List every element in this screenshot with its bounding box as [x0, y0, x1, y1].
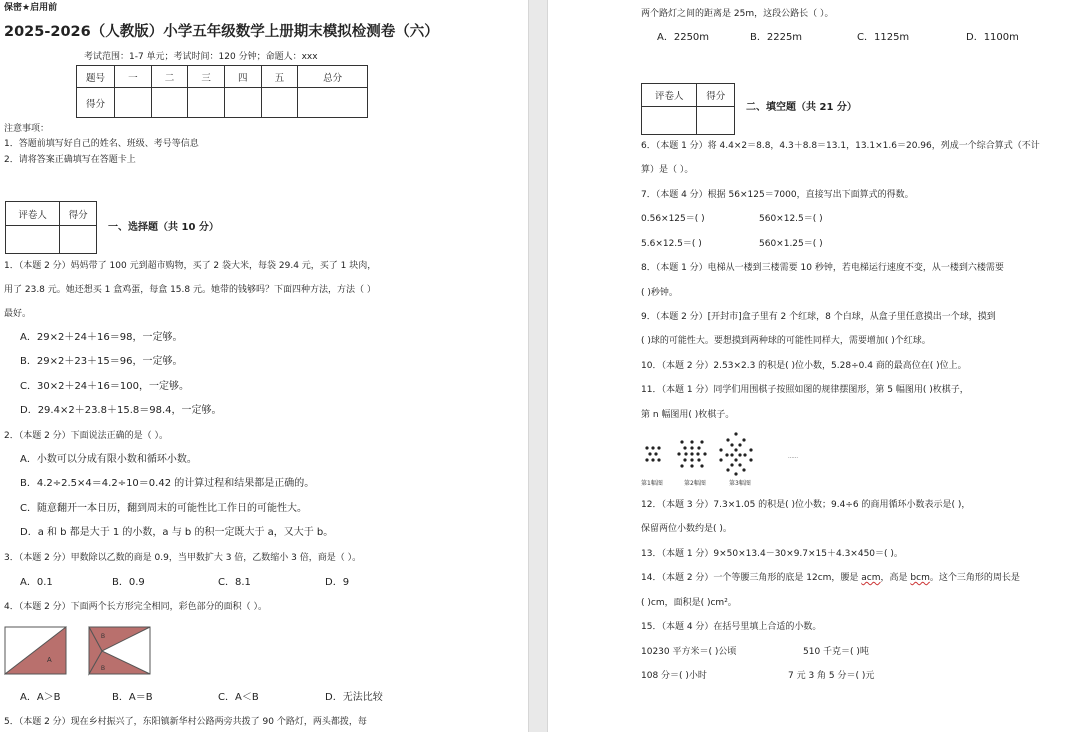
question-text: 4．（本题 2 分）下面两个长方形完全相同，彩色部分的面积（ ）。: [4, 602, 268, 612]
option-text: B．2225m: [750, 32, 803, 43]
exam-info: 考试范围：1-7 单元；考试时间：120 分钟；命题人：xxx: [84, 52, 318, 62]
option-text: D．29.4×2＋23.8＋15.8＝98.4，一定够。: [20, 405, 222, 416]
score-table-header: 一: [115, 66, 152, 88]
option-text: D．a 和 b 都是大于 1 的小数，a 与 b 的积一定既大于 a，又大于 b。: [20, 527, 334, 538]
score-cell: [151, 88, 188, 118]
option-text: B．4.2÷2.5×4＝4.2÷10＝0.42 的计算过程和结果都是正确的。: [20, 478, 315, 489]
figure-caption: 第1幅图: [641, 480, 663, 487]
fill-item: 560×1.25＝( ): [759, 239, 823, 249]
question-text: 第 n 幅图用( )枚棋子。: [641, 410, 735, 420]
question-text: 保留两位小数约是( )。: [641, 524, 732, 534]
score-table-header: 四: [224, 66, 261, 88]
score-cell: [188, 88, 225, 118]
page-gutter: [528, 0, 548, 732]
question-text: 1．（本题 2 分）妈妈带了 100 元到超市购物，买了 2 袋大米，每袋 29.4 元，买了 1 块肉，: [4, 261, 377, 271]
fill-item: 7 元 3 角 5 分＝( )元: [788, 671, 875, 681]
grader-score-label: 得分: [60, 202, 97, 226]
question-text: 2．（本题 2 分）下面说法正确的是（ ）。: [4, 431, 169, 441]
score-table-row-label: 得分: [77, 88, 115, 118]
option-text: A．29×2＋24＋16＝98，一定够。: [20, 332, 183, 343]
option-text: D．1100m: [966, 32, 1019, 43]
option-text: D．9: [325, 577, 350, 588]
q14-var-b: bcm: [910, 573, 930, 583]
note-item: 2．请将答案正确填写在答题卡上: [4, 155, 136, 165]
q14-mid: ，高是: [880, 573, 911, 583]
grader-label: 评卷人: [6, 202, 60, 226]
q14-prefix: 14．（本题 2 分）一个等腰三角形的底是 12cm，腰是: [641, 573, 862, 583]
question-text: 11．（本题 1 分）同学们用围棋子按照如图的规律摆图形，第 5 幅图用( )枚棋子，: [641, 385, 969, 395]
question-text: 7．（本题 4 分）根据 56×125＝7000，直接写出下面算式的得数。: [641, 190, 914, 200]
question-text: 12．（本题 3 分）7.3×1.05 的积是( )位小数；9.4÷6 的商用循环小数表示是( )，: [641, 500, 971, 510]
question-text: 6．（本题 1 分）将 4.4×2＝8.8，4.3＋8.8＝13.1，13.1×1.6＝20.96，列成一个综合算式（不计: [641, 141, 1040, 151]
option-text: C．A＜B: [218, 692, 259, 703]
grader-box: [641, 83, 735, 135]
confidential-label: 保密★启用前: [4, 3, 58, 13]
q14-var-a: acm: [861, 573, 881, 583]
question-text: 算）是（ ）。: [641, 165, 694, 175]
figure-caption: 第2幅图: [684, 480, 706, 487]
score-table-header: 二: [151, 66, 188, 88]
fill-item: 10230 平方米＝( )公顷: [641, 647, 737, 657]
score-cell: [298, 88, 368, 118]
question-text: 9．（本题 2 分）[开封市]盒子里有 2 个红球，8 个白球，从盒子里任意摸出一个球，摸到: [641, 312, 996, 322]
pattern-ellipsis: ......: [788, 454, 799, 460]
grader-label: 评卷人: [642, 84, 697, 107]
exam-page-left: [0, 0, 528, 732]
section-title: 一、选择题（共 10 分）: [108, 222, 219, 233]
option-text: D．无法比较: [325, 692, 383, 703]
question-text: 10．（本题 2 分）2.53×2.3 的积是( )位小数，5.28÷0.4 商的最高位在( )位上。: [641, 361, 967, 371]
option-text: C．随意翻开一本日历，翻到周末的可能性比工作日的可能性大。: [20, 503, 307, 514]
question-text: 最好。: [4, 309, 32, 319]
option-text: B．A＝B: [112, 692, 153, 703]
fill-item: 0.56×125＝( ): [641, 214, 705, 224]
fill-item: 560×12.5＝( ): [759, 214, 823, 224]
question-text: 8．（本题 1 分）电梯从一楼到三楼需要 10 秒钟，若电梯运行速度不变，从一楼到六楼需要: [641, 263, 1004, 273]
option-text: A．小数可以分成有限小数和循环小数。: [20, 454, 197, 465]
figure-label-b: B: [101, 666, 106, 672]
score-cell: [115, 88, 152, 118]
notes-heading: 注意事项：: [4, 124, 50, 134]
option-text: A．0.1: [20, 577, 53, 588]
option-text: C．1125m: [857, 32, 910, 43]
rectangle-a-figure: [4, 626, 68, 676]
exam-page-right: [548, 0, 1080, 732]
score-table-header: 五: [261, 66, 298, 88]
question-text: 15．（本题 4 分）在括号里填上合适的小数。: [641, 622, 822, 632]
figure-caption: 第3幅图: [729, 480, 751, 487]
option-text: B．29×2＋23＋15＝96，一定够。: [20, 356, 183, 367]
option-text: B．0.9: [112, 577, 145, 588]
question-text: ( )cm，面积是( )cm²。: [641, 598, 737, 608]
question-text: ( )球的可能性大。要想摸到两种球的可能性同样大，需要增加( )个红球。: [641, 336, 931, 346]
go-stones-pattern-figure: [641, 428, 811, 484]
fill-item: 5.6×12.5＝( ): [641, 239, 702, 249]
rectangle-b-figure: [88, 626, 152, 676]
option-text: A．2250m: [657, 32, 710, 43]
score-cell: [224, 88, 261, 118]
score-table-header: 题号: [77, 66, 115, 88]
option-text: C．8.1: [218, 577, 251, 588]
score-table-header: 总分: [298, 66, 368, 88]
exam-title: 2025-2026（人教版）小学五年级数学上册期末模拟检测卷（六）: [4, 24, 439, 40]
score-table-header: 三: [188, 66, 225, 88]
score-cell: [261, 88, 298, 118]
grader-score-label: 得分: [697, 84, 735, 107]
figure-label-a: A: [47, 657, 52, 664]
question-text: ( )秒钟。: [641, 288, 678, 298]
question-text: [641, 572, 1020, 584]
note-item: 1．答题前填写好自己的姓名、班级、考号等信息: [4, 139, 199, 149]
score-table: [76, 65, 368, 118]
option-text: C．30×2＋24＋16＝100，一定够。: [20, 381, 189, 392]
question-text: 3．（本题 2 分）甲数除以乙数的商是 0.9，当甲数扩大 3 倍，乙数缩小 3 倍，商是（ ）。: [4, 553, 362, 563]
question-text: 两个路灯之间的距离是 25m，这段公路长（ ）。: [641, 9, 834, 19]
grader-box: [5, 201, 97, 254]
question-text: 5．（本题 2 分）现在乡村振兴了，东阳镇新华村公路两旁共拨了 90 个路灯，两头都拨，每: [4, 717, 367, 727]
q14-suffix: 。这个三角形的周长是: [929, 573, 1020, 583]
fill-item: 510 千克＝( )吨: [803, 647, 869, 657]
section-title: 二、填空题（共 21 分）: [746, 102, 857, 113]
option-text: A．A＞B: [20, 692, 61, 703]
question-text: 13．（本题 1 分）9×50×13.4－30×9.7×15＋4.3×450＝( )。: [641, 549, 903, 559]
fill-item: 108 分＝( )小时: [641, 671, 707, 681]
figure-label-b: B: [101, 634, 106, 640]
question-text: 用了 23.8 元。她还想买 1 盒鸡蛋，每盒 15.8 元。她带的钱够吗？下面四种方法，方法（ ）: [4, 285, 376, 295]
